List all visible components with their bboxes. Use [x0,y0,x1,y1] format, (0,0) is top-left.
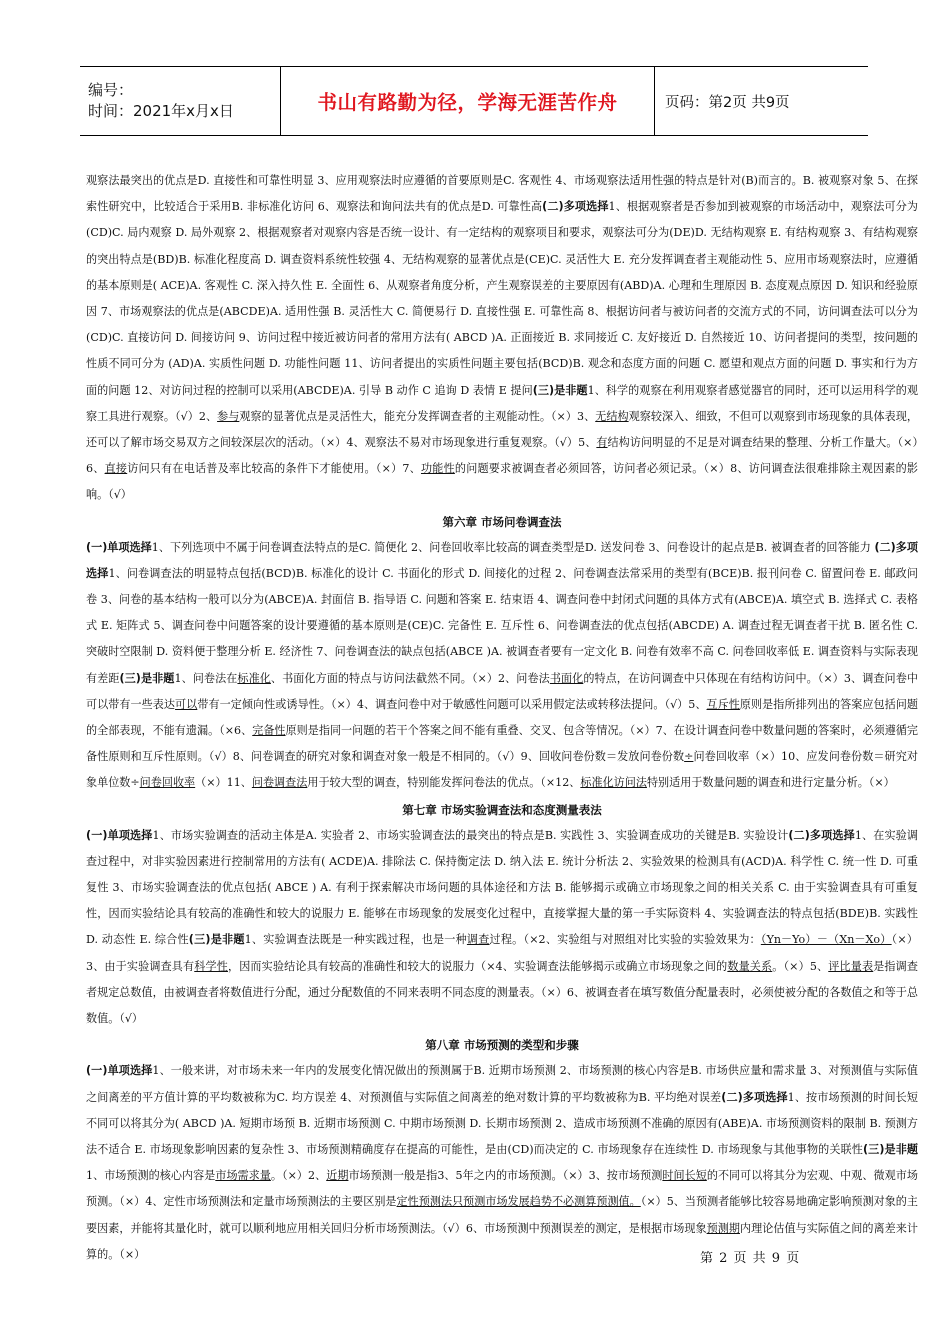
text-run: （×）11、 [195,776,252,790]
text-run: 、书面化方面的特点与访问法截然不同。（×）2、问卷法 [270,671,550,685]
body-paragraph [86,535,918,797]
header-meta [80,67,281,135]
text-run: 带有一定倾向性或诱导性。（×）4、调查问卷中对于敏感性问题可以采用假定法或转移法提问。（√）5、 [197,697,707,711]
text-run: 1、问卷法在 [174,671,238,685]
underlined-text: 互斥性 [706,697,740,711]
text-run: 1、根据观察者是否参加到被观察的市场活动中，观察法可分为(CD)C. 局内观察 D. 局外观察 2、根据观察者对观察内容是否统一设计、有一定结构的观察项目和要求，观察法可分为(DE)D. 无结构观察 E. 有结构观察 3、有结构观察的突出特点是(BD)B. 标准化程度高 D. 调查资料系统性较强 4、无结构观察的显著优点是(CE)C. 灵活性大 E. 充分发挥调查者主观能动性 5、应用市场观察法时，应遵循的基本原则是( ACE)A. 客观性 C. 深入持久性 E. 全面性 6、从观察者角度分析，产生观察误差的主要原因有(ABD)A. 心理和生理原因 B. 态度观点原因 D. 知识和经验原因 7、市场观察法的优点是(ABCDE)A. 适用性强 B. 灵活性大 C. 简便易行 D. 直接性强 E. 可靠性高 8、根据访问者与被访问者的交流方式的不同，访问调查法可以分为(CD)C. 直接访问 D. 间接访问 9、访问过程中接近被访问者的常用方法有( ABCD )A. 正面接近 B. 求同接近 C. 友好接近 D. 自然接近 10、访问者提问的类型，按问题的性质不同可分为 (AD)A. 实质性问题 D. 功能性问题 11、访问者提出的实质性问题主要包括(BCD)B. 观念和态度方面的问题 C. 愿望和观点方面的问题 D. 事实和行为方面的问题 12、对访问过程的控制可以采用(ABCDE)A. 引导 B 动作 C 追询 D 表情 E 提问 [86,200,918,397]
text-run: 特别适用于数量问题的调查和进行定量分析。（×） [646,776,895,790]
underlined-text: 评比量表 [828,959,874,973]
underlined-text: 书面化 [549,671,584,685]
text-run: 问卷回收率（×）10、应发问卷份数＝研究对象单位数÷ [86,750,918,790]
text-run: 结构访问明显的不足是对调查结果的整理、分析工作量大。（×）6、 [86,436,918,476]
underlined-text: 功能性 [420,462,455,476]
text-run: 观察较深入、细致，不但可以观察到市场现象的具体表现，还可以了解市场交易双方之间较深层次的活动。（×）4、观察法不易对市场现象进行重复观察。（√）5、 [86,409,918,450]
document-body [86,168,918,1268]
text-run: 1、科学的观察在利用观察者感觉器官的同时，还可以运用科学的观察工具进行观察。（√）2、 [86,383,919,423]
text-run: 的特点，在访问调查中只体现在有结构访问中。（×）3、调查问卷中可以带有一些表达 [86,671,918,711]
section-label: (二)多项选择 [86,540,918,580]
text-run: 1、按市场预测的时间长短不同可以将其分为( ABCD )A. 短期市场预 B. 近期市场预测 C. 中期市场预测 D. 长期市场预测 2、造成市场预测不准确的原因有(ABE)A. 市场预测资料的限制 B. 预测方法不适合 E. 市场现象影响因素的复杂性 3、市场预测精确度存在提高的可能性，是由(CD)而决定的 C. 市场现象存在连续性 D. 市场现象与其他事物的关联性 [86,1090,918,1156]
section-label: (二)多项选择 [788,828,855,842]
page-header [80,66,868,136]
underlined-text: 标准化访问法 [580,776,647,790]
text-run: ，因而实验结论具有较高的准确性和较大的说服力（×4、实验调查法能够揭示或确立市场现象之间的 [227,959,728,973]
underlined-text: 近期 [326,1169,349,1183]
section-label: (二)多项选择 [542,200,609,214]
section-label: (一)单项选择 [86,828,153,842]
text-run: （×）5、当预测者能够比较容易地确定影响预测对象的主要因素，并能将其量化时，就可以顺利地应用相关回归分析市场预测法。（√）6、市场预测中预测误差的测定，是根据市场现象 [86,1195,918,1235]
body-paragraph [86,823,918,1033]
document-number-label: 编号： [88,81,134,99]
underlined-text: 参与 [217,409,240,423]
underlined-text: （Yn－Yo）－（Xn－Xo） [760,933,892,947]
text-run: 观察的显著优点是灵活性大，能充分发挥调查者的主观能动性。（×）3、 [239,409,596,423]
section-label: (二)多项选择 [721,1090,788,1104]
page-footer: 第 2 页 共 9 页 [700,1251,801,1266]
underlined-text: 完备性 [252,724,286,738]
text-run: 1、问卷调查法的明显特点包括(BCD)B. 标准化的设计 C. 书面化的形式 D. 间接化的过程 2、问卷调查法常采用的类型有(BCE)B. 报刊问卷 C. 留置问卷 E. 邮政问卷 3、问卷的基本结构一般可以分为(ABCE)A. 封面信 B. 指导语 C. 问题和答案 E. 结束语 4、调查问卷中封闭式问题的具体方式有(ABCE)A. 填空式 B. 选择式 C. 表格式 E. 矩阵式 5、调查问卷中问题答案的设计要遵循的基本原则是(CE)C. 完备性 E. 互斥性 6、问卷调查法的优点包括(ABCDE) A. 调查过程无调查者干扰 B. 匿名性 C. 突破时空限制 D. 资料便于整理分析 E. 经济性 7、问卷调查法的缺点包括(ABCE )A. 被调查者要有一定文化 B. 问卷有效率不高 C. 问卷回收率低 E. 调查资料与实际表现有差距 [86,566,918,685]
text-run: 观察法最突出的优点是D. 直接性和可靠性明显 3、应用观察法时应遵循的首要原则是C. 客观性 4、市场观察法适用性强的特点是针对(B)而言的。B. 被观察对象 5、在探索性研究中，比较适合于采用B. 非标准化访问 6、观察法和询问法共有的优点是D. 可靠性高 [86,174,918,214]
underlined-text: 直接 [104,462,128,476]
document-time-label: 时间：2021年x月x日 [88,102,234,120]
chapter-heading: 第八章 市场预测的类型和步骤 [425,1038,579,1053]
section-label: (一)单项选择 [86,1064,153,1078]
text-run: 的不同可以将其分为宏观、中观、微观市场预测。（×）4、定性市场预测法和定量市场预测法的主要区别是 [86,1169,918,1209]
underlined-text: 预测期 [706,1221,740,1235]
text-run: 过程。（×2、实验组与对照组对比实验的实验效果为： [489,933,761,947]
underlined-text: ÷ [684,750,694,764]
text-run: 1、实验调查法既是一种实践过程，也是一种 [244,933,467,947]
text-run: 原则是指所排列出的答案应包括问题的全部表现，不能有遗漏。（×6、 [86,697,918,738]
text-run: 1、市场实验调查的活动主体是A. 实验者 2、市场实验调查法的最突出的特点是B. 实践性 3、实验调查成功的关键是B. 实验设计 [152,828,789,842]
header-motto-cell [281,67,655,135]
section-label: (三)是非题 [532,383,588,397]
underlined-text: 科学性 [194,959,228,973]
underlined-text: 定性预测法只预测市场发展趋势不必测算预测值。 [396,1195,641,1209]
chapter-heading: 第七章 市场实验调查法和态度测量表法 [402,802,602,817]
text-run: 1、一般来讲，对市场未来一年内的发展变化情况做出的预测属于B. 近期市场预测 2、市场预测的核心内容是B. 市场供应量和需求量 3、对预测值与实际值之间离差的平方值计算的平均数被称为C. 均方误差 4、对预测值与实际值之间离差的绝对数计算的平均数被称为B. 平均绝对误差 [86,1064,918,1104]
underlined-text: 可以 [175,697,198,711]
text-run: 用于较大型的调查，特别能发挥问卷法的优点。（×12、 [307,776,581,790]
text-run: 。（×）5、 [772,959,829,973]
text-run: 是指调查者规定总数值，由被调查者将数值进行分配，通过分配数值的不同来表明不同态度的测量表。（×）6、被调查者在填写数值分配量表时，必须使被分配的各数值之和等于总数值。（√） [86,959,918,1026]
chapter-heading: 第六章 市场问卷调查法 [442,514,562,529]
section-label: (三)是非题 [188,933,245,947]
text-run: 的问题要求被调查者必须回答，访问者必须记录。（×）8、访问调查法很难排除主观因素的影响。（√） [86,462,918,502]
header-page-label: 页码：第2页 共9页 [665,94,790,111]
body-paragraph [86,1058,918,1268]
text-run: 原则是指同一问题的若干个答案之间不能有重叠、交叉、包含等情况。（×）7、在设计调查问卷中数量问题的答案时，必须遵循完备性原则和互斥性原则。（√）8、问卷调查的研究对象和调查对象一般是不相同的。（√）9、回收问卷份数＝发放问卷份数 [86,724,918,764]
underlined-text: 时间长短 [662,1169,707,1183]
underlined-text: 无结构 [595,409,629,423]
section-label: (三)是非题 [862,1142,918,1156]
underlined-text: 市场需求量 [215,1169,271,1183]
text-run: 1、在实验调查过程中，对非实验因素进行控制常用的方法有( ACDE)A. 排除法 C. 保持衡定法 D. 纳入法 E. 统计分析法 2、实验效果的检测具有(ACD)A. 科学性 C. 统一性 D. 可重复性 3、市场实验调查法的优点包括( ABCE ) A. 有利于探索解决市场问题的具体途径和方法 B. 能够揭示或确立市场现象之间的相关关系 C. 由于实验调查具有可重复性，因而实验结论具有较高的准确性和较大的说服力 E. 能够在市场现象的发展变化过程中，直接掌握大量的第一手实际资料 4、实验调查法的特点包括(BDE)B. 实践性 D. 动态性 E. 综合性 [86,828,918,947]
text-run: 1、下列选项中不属于问卷调查法特点的是C. 简便化 2、问卷回收率比较高的调查类型是D. 送发问卷 3、问卷设计的起点是B. 被调查者的回答能力 [151,540,875,554]
header-page-cell [655,67,868,135]
underlined-text: 调查 [466,933,490,947]
header-motto: 书山有路勤为径，学海无涯苦作舟 [317,91,618,114]
body-paragraph [86,168,918,509]
underlined-text: 标准化 [237,671,271,685]
underlined-text: 问卷回收率 [139,776,196,790]
text-run: （×）3、由于实验调查具有 [86,933,918,973]
underlined-text: 有 [596,436,608,450]
text-run: 访问只有在电话普及率比较高的条件下才能使用。（×）7、 [127,462,421,476]
text-run: 。（×）2、 [270,1169,327,1183]
text-run: 1、市场预测的核心内容是 [86,1169,216,1183]
underlined-text: 问卷调查法 [251,776,308,790]
text-run: 内理论估值与实际值之间的离差来计算的。（×） [86,1221,918,1261]
underlined-text: 数量关系 [727,959,773,973]
section-label: (一)单项选择 [86,540,152,554]
section-label: (三)是非题 [119,671,175,685]
text-run: 市场预测一般是指3、5年之内的市场预测。（×）3、按市场预测 [348,1169,663,1183]
